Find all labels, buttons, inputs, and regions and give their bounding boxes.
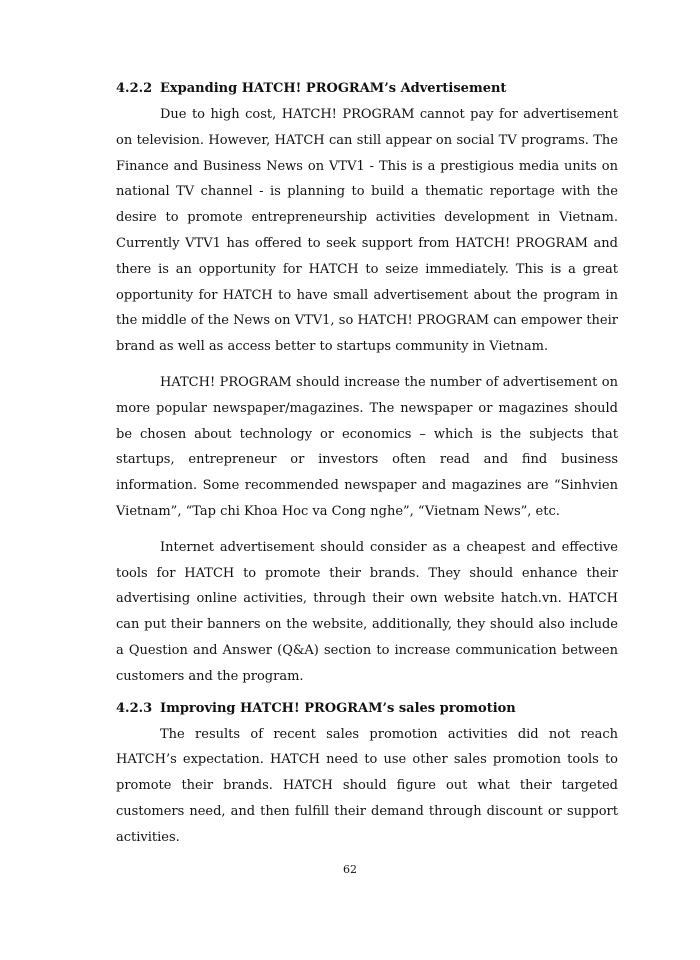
section-title: Improving HATCH! PROGRAM’s sales promotion [160,700,516,716]
page-number: 62 [343,863,357,876]
section-number: 4.2.3 [116,700,153,716]
paragraph-newspaper-magazines: HATCH! PROGRAM should increase the number of advertisement on more popular newspaper/magazines. The newspaper or magazines should be chosen about technology or economics – which is the subjects that startups, entrepreneur or investors often read and find business information. Some recommended newspaper and magazines are “Sinhvien Vietnam”, “Tap chi Khoa Hoc va Cong nghe”, “Vietnam News”, etc. [116,374,618,519]
paragraph-sales-promotion: The results of recent sales promotion activities did not reach HATCH’s expectation. HATCH need to use other sales promotion tools to promote their brands. HATCH should figure out what their targeted customers need, and then fulfill their demand through discount or support activities. [116,726,618,845]
document-page [116,70,618,851]
section-title: Expanding HATCH! PROGRAM’s Advertisement [160,81,507,96]
section-heading-4-2-3 [116,700,618,718]
paragraph-vtv1-advertisement: Due to high cost, HATCH! PROGRAM cannot pay for advertisement on television. However, HATCH can still appear on social TV programs. The Finance and Business News on VTV1 - This is a prestigious media units on national TV channel - is planning to build a thematic reportage with the desire to promote entrepreneurship activities development in Vietnam. Currently VTV1 has offered to seek support from HATCH! PROGRAM and there is an opportunity for HATCH to seize immediately. This is a great opportunity for HATCH to have small advertisement about the program in the middle of the News on VTV1, so HATCH! PROGRAM can empower their brand as well as access better to startups community in Vietnam. [116,107,618,355]
paragraph-internet-advertisement: Internet advertisement should consider as a cheapest and effective tools for HATCH to promote their brands. They should enhance their advertising online activities, through their own website hatch.vn. HATCH can put their banners on the website, additionally, they should also include a Question and Answer (Q&A) section to increase communication between customers and the program. [116,539,618,684]
section-number: 4.2.2 [116,81,153,96]
section-heading-4-2-2 [116,80,618,98]
